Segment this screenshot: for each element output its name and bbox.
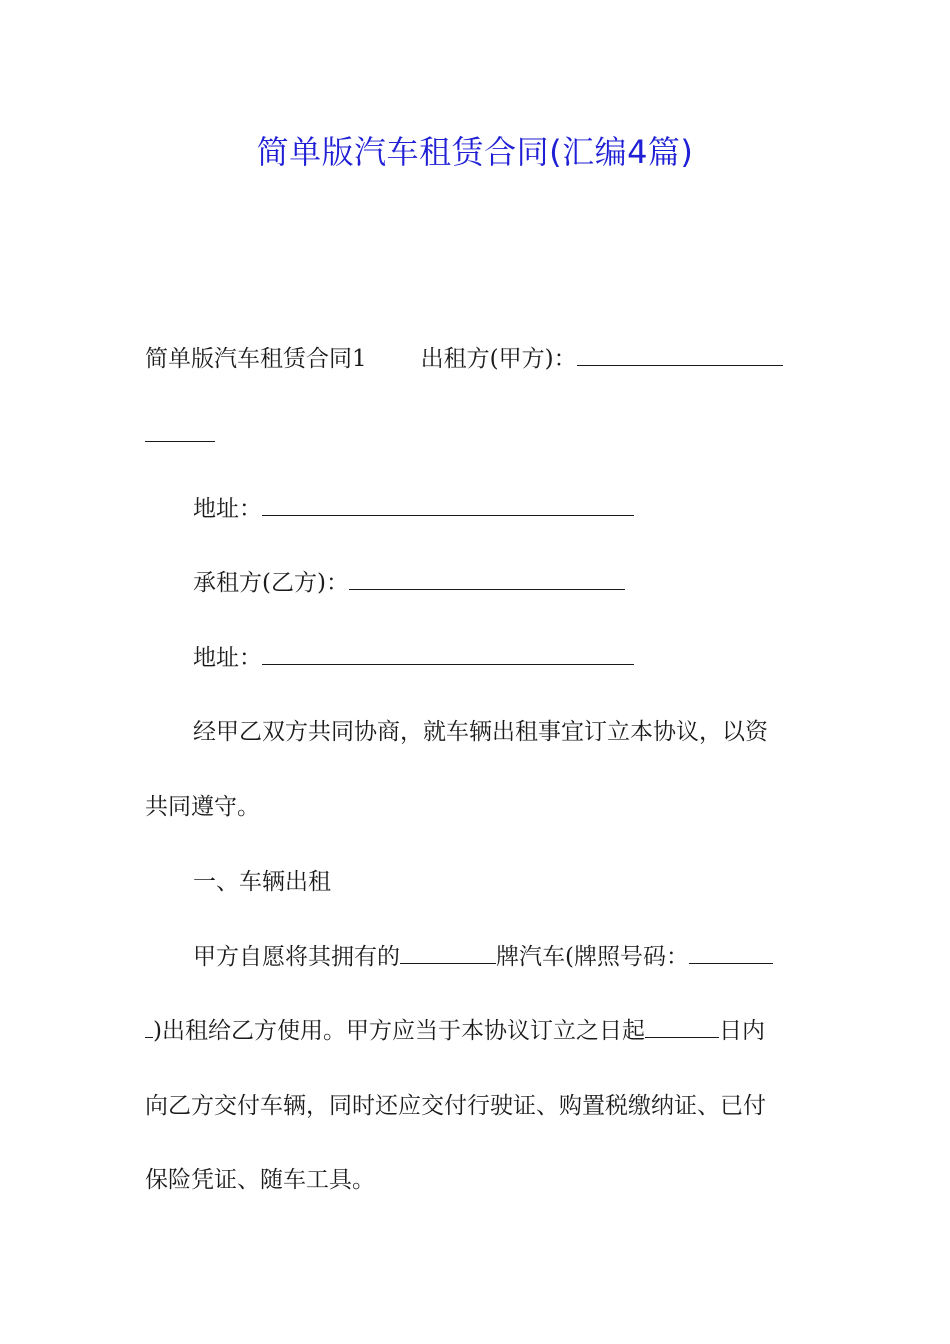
article-1-heading: 一、车辆出租 (193, 869, 331, 895)
preamble-line-2: 共同遵守。 (145, 794, 260, 820)
lessee-address-line (193, 641, 810, 675)
lessee-blank (349, 567, 625, 590)
address-label: 地址： (193, 645, 262, 671)
lessor-blank (577, 343, 783, 366)
brand-blank (400, 941, 496, 964)
article-1-text: )出租给乙方使用。甲方应当于本协议订立之日起 (153, 1018, 645, 1044)
article-1-line-3: 向乙方交付车辆，同时还应交付行驶证、购置税缴纳证、已付 (145, 1093, 766, 1119)
article-1-text: 日内 (718, 1018, 765, 1044)
plate-number-blank-continued (145, 1015, 153, 1038)
lessor-label: 出租方(甲方)： (420, 346, 577, 372)
article-1-text: 甲方自愿将其拥有的 (193, 944, 400, 970)
article-1-line-4: 保险凭证、随车工具。 (145, 1167, 375, 1193)
plate-number-blank (689, 941, 773, 964)
lessor-address-line (193, 492, 810, 526)
document-title: 简单版汽车租赁合同(汇编4篇) (256, 133, 694, 171)
lessor-blank-continued (145, 419, 215, 442)
lessor-address-blank (262, 493, 634, 516)
lessee-address-blank (262, 642, 634, 665)
days-blank (645, 1015, 719, 1038)
preamble-line-1: 经甲乙双方共同协商，就车辆出租事宜订立本协议，以资 (193, 719, 768, 745)
heading-line (145, 342, 810, 376)
address-label: 地址： (193, 496, 262, 522)
lessee-label: 承租方(乙方)： (193, 570, 349, 596)
section-heading: 简单版汽车租赁合同1 (145, 346, 367, 372)
lessor-continuation-line (145, 418, 810, 452)
article-1-text: 牌汽车(牌照号码： (496, 944, 689, 970)
article-1-line-1 (193, 940, 810, 974)
article-1-line-2 (145, 1014, 810, 1048)
lessee-line (193, 566, 810, 600)
